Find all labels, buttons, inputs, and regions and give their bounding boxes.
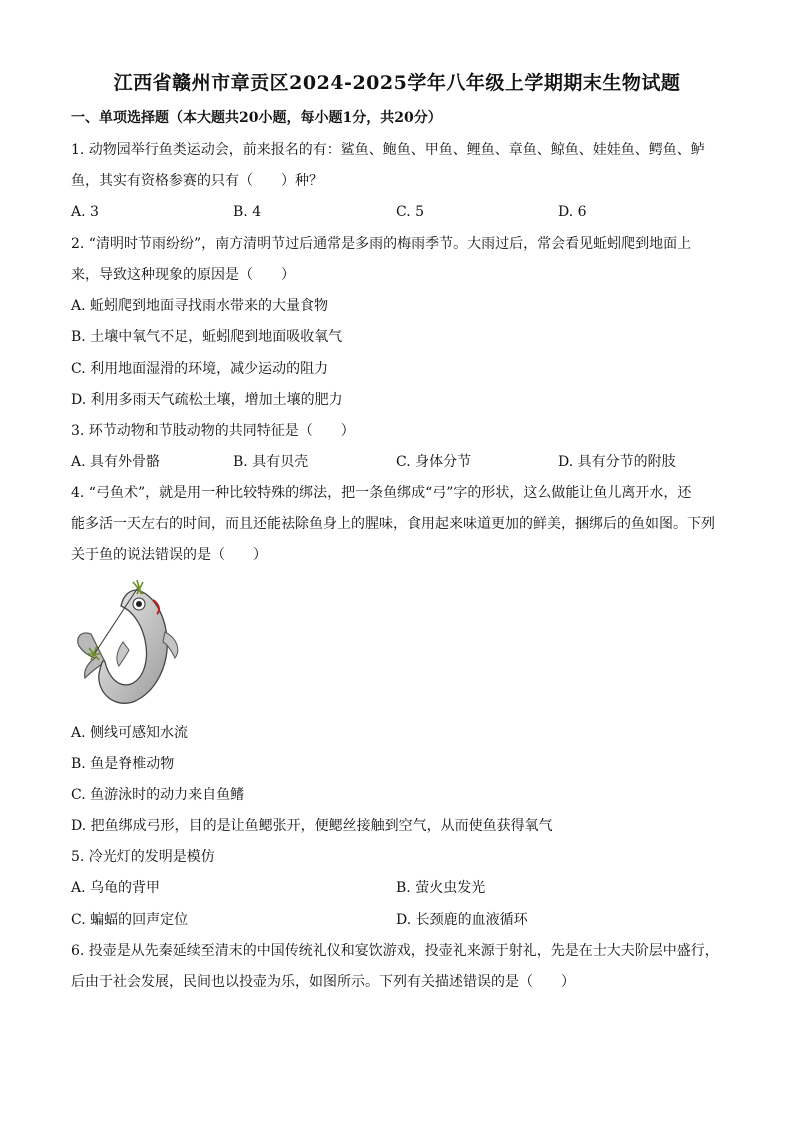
q1-option-a: A. 3 [71,204,99,220]
q4-stem-line2: 能多活一天左右的时间，而且还能祛除鱼身上的腥味，食用起来味道更加的鲜美，捆绑后的鱼如图。下列 [71,516,715,532]
q3-option-a: A. 具有外骨骼 [71,454,161,470]
q1-stem-line2: 鱼，其实有资格参赛的只有（ ）种？ [71,173,323,189]
q6-stem-line2: 后由于社会发展，民间也以投壶为乐，如图所示。下列有关描述错误的是（ ） [71,974,575,990]
page-title: 江西省赣州市章贡区2024-2025学年八年级上学期期末生物试题 [113,72,681,94]
q2-option-d: D. 利用多雨天气疏松土壤，增加土壤的肥力 [71,392,343,408]
q5-option-a: A. 乌龟的背甲 [71,880,161,896]
q4-option-a: A. 侧线可感知水流 [71,725,189,741]
q2-option-c: C. 利用地面湿滑的环境，减少运动的阻力 [71,361,329,377]
q5-stem: 5. 冷光灯的发明是模仿 [71,849,215,865]
q5-option-c: C. 蝙蝠的回声定位 [71,912,189,928]
q4-stem-line3: 关于鱼的说法错误的是（ ） [71,547,267,563]
q2-stem-line1: 2. “清明时节雨纷纷”，南方清明节过后通常是多雨的梅雨季节。大雨过后，常会看见蚯蚓爬到地面上 [71,236,692,252]
q4-stem-line1: 4. “弓鱼术”，就是用一种比较特殊的绑法，把一条鱼绑成“弓”字的形状，这么做能让鱼儿离开水，还 [71,485,692,501]
q2-stem-line2: 来，导致这种现象的原因是（ ） [71,267,295,283]
section-heading: 一、单项选择题（本大题共20小题，每小题1分，共20分） [71,110,442,126]
q5-option-d: D. 长颈鹿的血液循环 [396,912,528,928]
q6-stem-line1: 6. 投壶是从先秦延续至清末的中国传统礼仪和宴饮游戏，投壶礼来源于射礼，先是在士大夫阶层中盛行， [71,943,719,959]
q2-option-b: B. 土壤中氧气不足，蚯蚓爬到地面吸收氧气 [71,329,343,345]
q1-option-d: D. 6 [558,204,587,220]
q2-option-a: A. 蚯蚓爬到地面寻找雨水带来的大量食物 [71,298,329,314]
q1-option-b: B. 4 [233,204,262,220]
q3-stem: 3. 环节动物和节肢动物的共同特征是（ ） [71,423,355,439]
q3-option-d: D. 具有分节的附肢 [558,454,676,470]
q3-option-b: B. 具有贝壳 [233,454,309,470]
q5-option-b: B. 萤火虫发光 [396,880,486,896]
bow-fish-figure [73,580,183,708]
q4-option-b: B. 鱼是脊椎动物 [71,756,175,772]
q1-stem-line1: 1. 动物园举行鱼类运动会，前来报名的有：鲨鱼、鲍鱼、甲鱼、鲤鱼、章鱼、鲸鱼、娃娃鱼、鳄鱼、鲈 [71,142,705,158]
q1-option-c: C. 5 [396,204,425,220]
q4-option-d: D. 把鱼绑成弓形，目的是让鱼鳃张开，便鳃丝接触到空气，从而使鱼获得氧气 [71,818,553,834]
q3-option-c: C. 身体分节 [396,454,472,470]
q4-option-c: C. 鱼游泳时的动力来自鱼鳍 [71,787,245,803]
